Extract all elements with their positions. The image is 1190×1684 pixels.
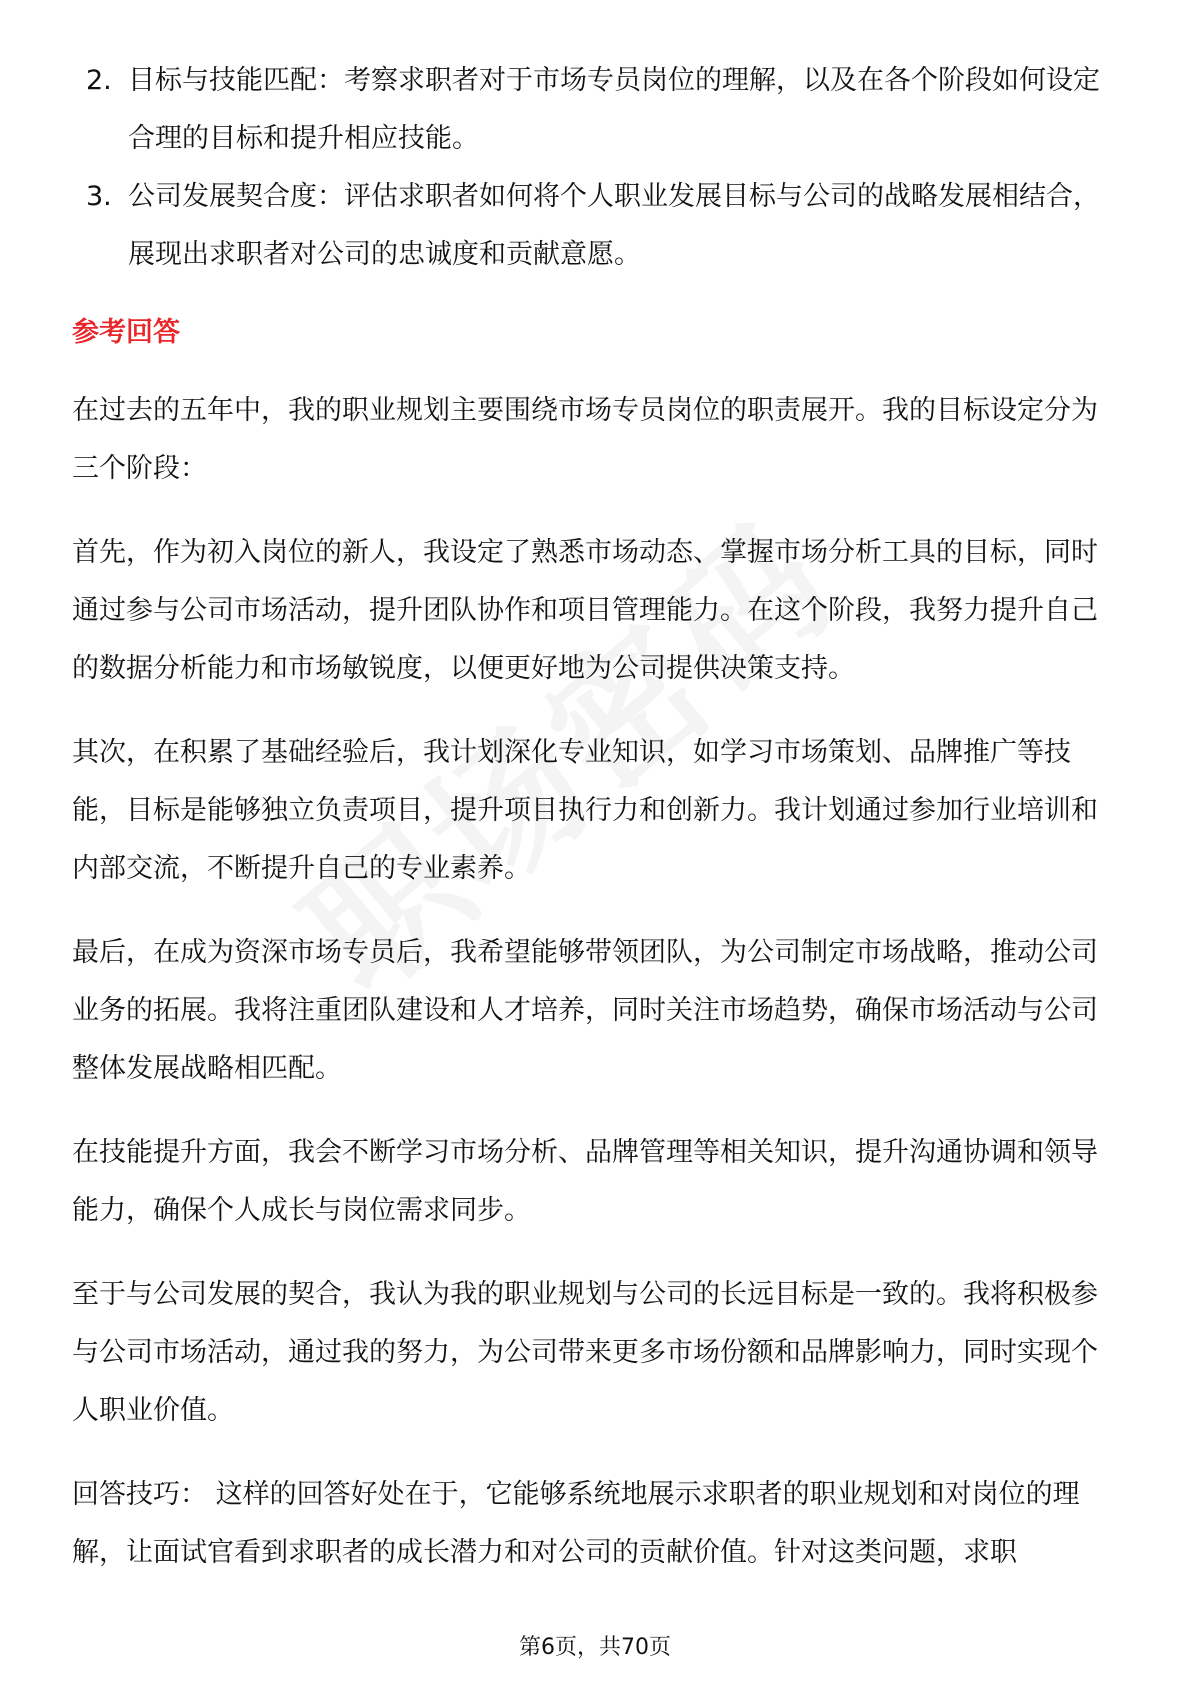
- paragraph: 在过去的五年中，我的职业规划主要围绕市场专员岗位的职责展开。我的目标设定分为三个阶段：: [72, 395, 1098, 484]
- page-content: [72, 52, 1122, 1608]
- paragraph: 回答技巧： 这样的回答好处在于，它能够系统地展示求职者的职业规划和对岗位的理解，让面试官看到求职者的成长潜力和对公司的贡献价值。针对这类问题，求职: [72, 1479, 1080, 1568]
- paragraph: 至于与公司发展的契合，我认为我的职业规划与公司的长远目标是一致的。我将积极参与公司市场活动，通过我的努力，为公司带来更多市场份额和品牌影响力，同时实现个人职业价值。: [72, 1279, 1098, 1426]
- paragraph: 其次，在积累了基础经验后，我计划深化专业知识，如学习市场策划、品牌推广等技能，目标是能够独立负责项目，提升项目执行力和创新力。我计划通过参加行业培训和内部交流，不断提升自己的专业素养。: [72, 737, 1098, 884]
- section-title: 参考回答: [72, 317, 180, 348]
- list-item: [72, 168, 1122, 284]
- list-item-text: 目标与技能匹配：考察求职者对于市场专员岗位的理解，以及在各个阶段如何设定合理的目标和提升相应技能。: [128, 65, 1100, 154]
- paragraph: 最后，在成为资深市场专员后，我希望能够带领团队，为公司制定市场战略，推动公司业务的拓展。我将注重团队建设和人才培养，同时关注市场趋势，确保市场活动与公司整体发展战略相匹配。: [72, 937, 1098, 1084]
- paragraph: 首先，作为初入岗位的新人，我设定了熟悉市场动态、掌握市场分析工具的目标，同时通过参与公司市场活动，提升团队协作和项目管理能力。在这个阶段，我努力提升自己的数据分析能力和市场敏锐度，以便更好地为公司提供决策支持。: [72, 537, 1098, 684]
- list-item-text: 公司发展契合度：评估求职者如何将个人职业发展目标与公司的战略发展相结合，展现出求职者对公司的忠诚度和贡献意愿。: [128, 181, 1100, 270]
- list-item-number: 3.: [86, 181, 112, 212]
- page-number: 第6页，共70页: [519, 1635, 671, 1660]
- list-item-number: 2.: [86, 65, 112, 96]
- list-item: [72, 52, 1122, 168]
- paragraph: 在技能提升方面，我会不断学习市场分析、品牌管理等相关知识，提升沟通协调和领导能力，确保个人成长与岗位需求同步。: [72, 1137, 1098, 1226]
